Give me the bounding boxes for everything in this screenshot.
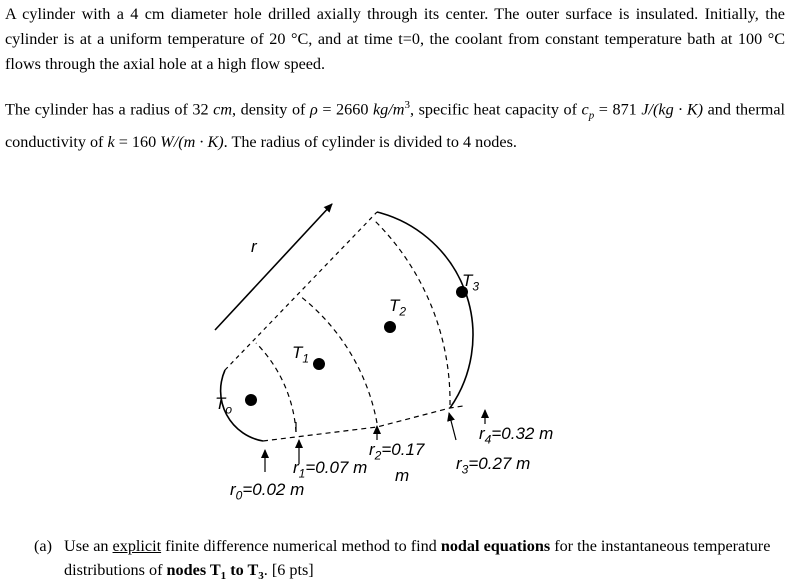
p2-cm: cm <box>213 100 233 119</box>
r3-label: $r_3=0.27$ m <box>456 454 531 477</box>
p2-k: k <box>107 133 115 152</box>
p2-eq1: = 2660 <box>317 100 373 119</box>
p2-k-units: W/(m · K) <box>160 133 224 152</box>
node-T1 <box>313 358 325 370</box>
question-number: (a) <box>34 537 52 555</box>
p2-cube: 3 <box>404 99 410 111</box>
T1-label: $T_1$ <box>292 343 310 366</box>
p2-eq2: = 871 <box>594 100 642 119</box>
p2-text-d: and thermal conductivity of <box>5 100 786 152</box>
p2-rho-units: kg/m <box>373 100 405 119</box>
r-axis-label: r <box>251 237 257 256</box>
r2-unit: m <box>395 466 410 485</box>
r2-label: $r_2=0.17$ <box>369 440 425 463</box>
r1-label: $r_1=0.07$ m <box>293 458 368 481</box>
r0-label: $r_0=0.02$ m <box>230 480 305 503</box>
p2-rho: ρ <box>310 100 318 119</box>
p2-cp-units: J/(kg · K) <box>641 100 704 119</box>
p2-text-e: . The radius of cylinder is divided to 4 nodes. <box>223 133 517 152</box>
node-T2 <box>384 321 396 333</box>
question-a <box>34 534 786 588</box>
p2-text-c: , specific heat capacity of <box>409 100 582 119</box>
p2-text-b: , density of <box>232 100 311 119</box>
T2-label: $T_2$ <box>389 296 407 319</box>
p2-eq3: = 160 <box>114 133 161 152</box>
radial-arrow <box>215 204 332 330</box>
p2-text-a: The cylinder has a radius of 32 <box>5 100 214 119</box>
T0-label: $T_o$ <box>215 394 233 417</box>
question-body: Use an explicit finite difference numerical method to find nodal equations for the instantaneous temperature distributions of nodes $T_1$ to $T_3$. [6 pts] <box>64 537 771 583</box>
explicit-underlined: explicit <box>112 537 162 555</box>
T3-label: $T_3$ <box>462 271 480 294</box>
node-T0 <box>245 394 257 406</box>
nodal-equations-bold: nodal equations <box>440 537 551 555</box>
r1-dashed-arc <box>256 343 296 432</box>
r3-arrow <box>449 413 456 440</box>
r4-label: $r_4=0.32$ m <box>479 424 554 447</box>
p2-p: p <box>588 109 595 122</box>
p2-c: c <box>581 100 589 119</box>
nodes-bold: nodes $T_1$ to $T_3$ <box>166 561 264 583</box>
problem-paragraph-1: A cylinder with a 4 cm diameter hole drilled axially through its center. The outer surface is insulated. Initially, the cylinder is at a uniform temperature of 20 °C, and at time t=0, the coolant from constant temperature bath at 100 °C flows through the axial hole at a high flow speed. <box>5 5 785 73</box>
r2-dashed-arc <box>300 296 377 423</box>
